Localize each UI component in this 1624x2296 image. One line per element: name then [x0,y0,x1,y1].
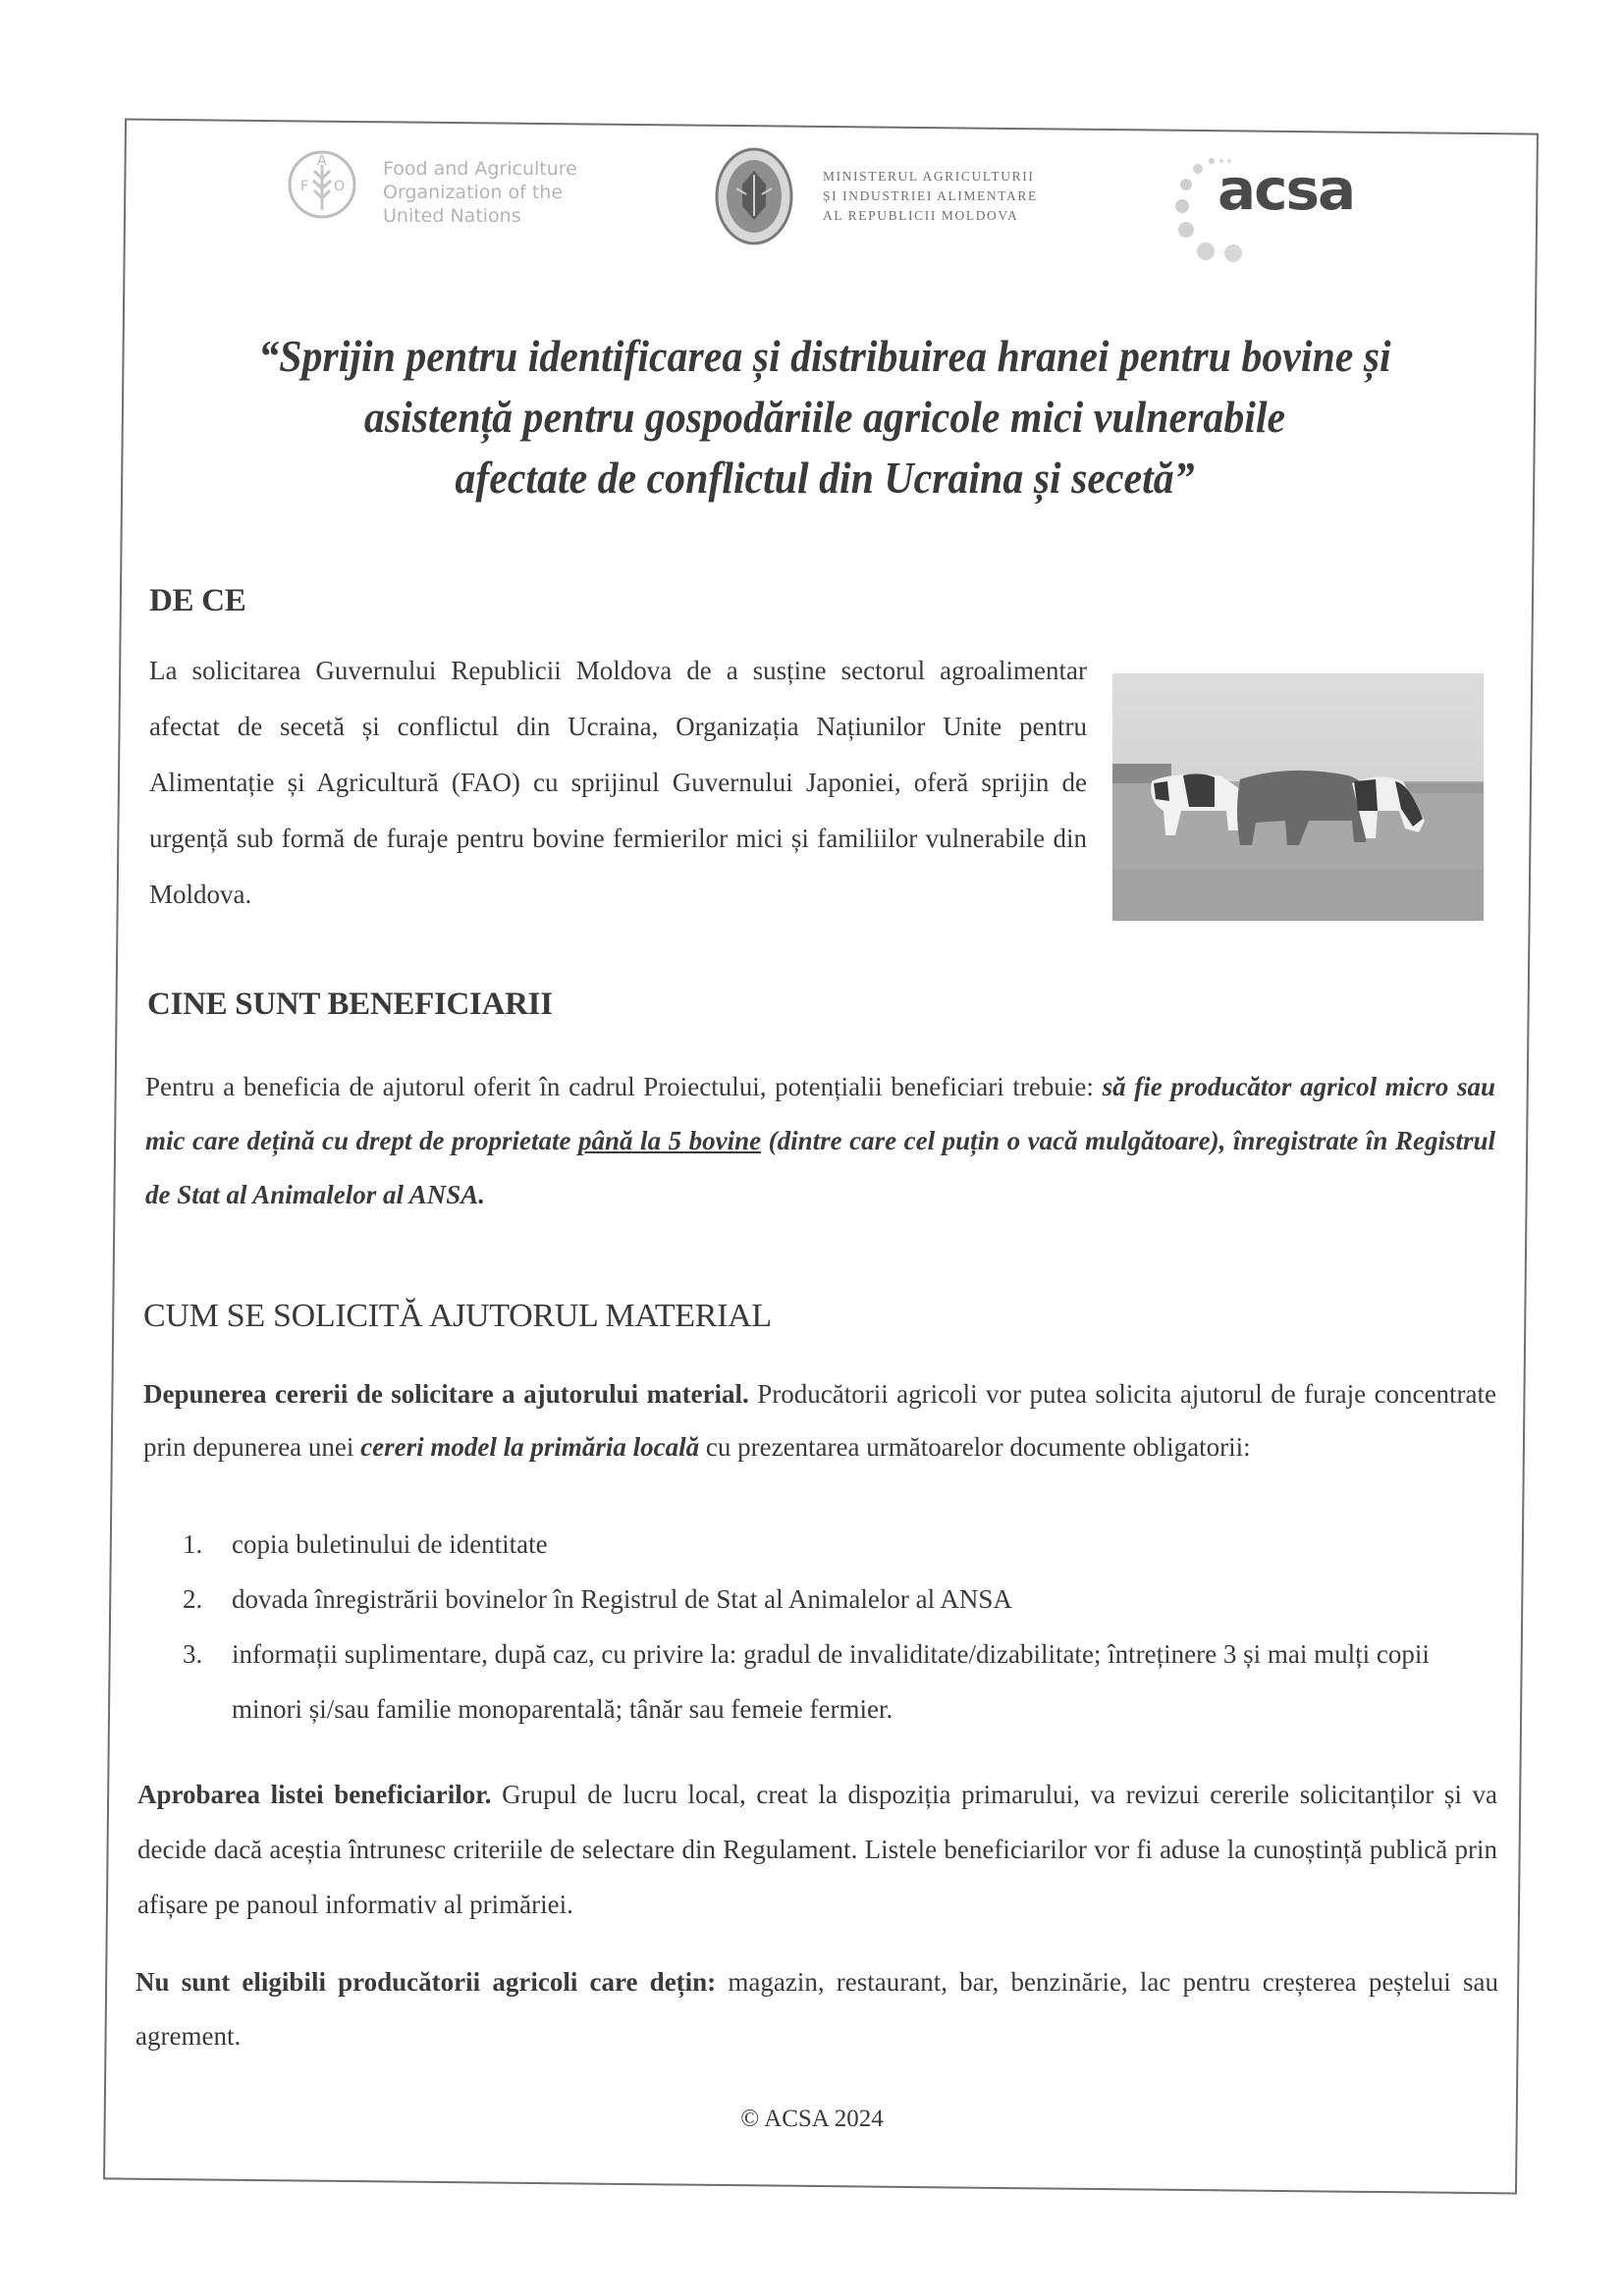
list-item [183,1627,1503,1736]
list-item-text: informații suplimentare, după caz, cu privire la: gradul de invaliditate/dizabilitate; întreținere 3 și mai mulți copii minori și/sau familie monoparentală; tânăr sau femeie fermier. [232,1639,1430,1724]
title-line-2: asistență pentru gospodăriile agricole mici vulnerabile [363,393,1286,442]
svg-text:F: F [300,179,309,194]
moldova-coat-of-arms-seal-icon [713,145,795,247]
acsa-logo-word: acsa [1218,156,1355,223]
ministry-line-2: ȘI INDUSTRIEI ALIMENTARE [823,188,1038,203]
fao-line-1: Food and Agriculture [383,158,577,180]
document-title [194,326,1454,508]
svg-text:A: A [317,153,327,169]
list-item [183,1517,1503,1572]
list-item [183,1572,1503,1627]
approval-lead: Aprobarea listei beneficiarilor. [137,1780,492,1809]
approval-paragraph [137,1767,1497,1932]
beneficiari-criteria-2: (dintre care cel puțin o vacă mulgătoare), înregistrate în Registrul de Stat al Animalelor al ANSA. [145,1126,1495,1209]
fao-line-3: United Nations [383,205,521,227]
fao-wheat-emblem-icon [287,145,357,224]
cum-emphasis: cereri model la primăria locală [360,1432,700,1462]
ineligible-paragraph [135,1955,1498,2063]
ministry-line-3: AL REPUBLICII MOLDOVA [823,208,1019,223]
cum-text-1: Producătorii agricoli vor putea solicita ajutorul de furaje concentrate prin depunerea unei [143,1379,1496,1462]
ministry-logo-text [823,167,1038,226]
footer-copyright: © ACSA 2024 [740,2106,884,2132]
de-ce-paragraph: La solicitarea Guvernului Republicii Moldova de a susține sectorul agroalimentar afectat de secetă și conflictul din Ucraina, Organizația Națiunilor Unite pentru Alimentație și Agricultură (FAO) cu sprijinul Guvernului Japoniei, oferă sprijin de urgență sub formă de furaje pentru bovine fermierilor mici și familiilor vulnerabile din Moldova. [149,656,1087,909]
list-item-number: 3. [183,1639,203,1669]
title-line-1: “Sprijin pentru identificarea și distribuirea hranei pentru bovine și [258,332,1391,381]
ineligible-text: magazin, restaurant, bar, benzinărie, lac pentru creșterea peștelui sau agrement. [135,1967,1498,2051]
title-line-3: afectate de conflictul din Ucraina și secetă” [455,454,1195,503]
list-item-number: 1. [183,1529,203,1559]
beneficiari-paragraph [145,1060,1495,1222]
svg-text:O: O [334,179,346,194]
ministry-line-1: MINISTERUL AGRICULTURII [823,169,1035,184]
approval-text: Grupul de lucru local, creat la dispoziția primarului, va revizui cererile solicitanților și va decide dacă aceștia întrunesc criteriile de selectare din Regulament. Listele beneficiarilor vor fi aduse la cunoștință publică prin afișare pe panoul informativ al primăriei. [137,1780,1497,1919]
beneficiari-criteria-limit: până la 5 bovine [578,1126,762,1155]
list-item-text: copia buletinului de identitate [232,1529,548,1559]
required-documents-list [183,1517,1503,1736]
ineligible-lead: Nu sunt eligibili producătorii agricoli care dețin: [135,1967,717,1997]
section-heading-cum-se-solicita: CUM SE SOLICITĂ AJUTORUL MATERIAL [143,1298,772,1334]
fao-line-2: Organization of the [383,182,564,203]
list-item-number: 2. [183,1584,203,1614]
cum-paragraph [143,1367,1496,1473]
cum-lead: Depunerea cererii de solicitare a ajutorului material. [143,1379,749,1409]
beneficiari-intro: Pentru a beneficia de ajutorul oferit în cadrul Proiectului, potențialii beneficiari trebuie: [145,1072,1094,1101]
fao-logo-text [383,157,577,228]
grazing-cows-photo [1112,673,1484,921]
list-item-text: dovada înregistrării bovinelor în Registrul de Stat al Animalelor al ANSA [232,1584,1012,1614]
section-heading-beneficiari: CINE SUNT BENEFICIARII [147,987,553,1022]
beneficiari-criteria-1: să fie producător agricol micro sau mic care dețină cu drept de proprietate [145,1072,1495,1155]
section-heading-de-ce: DE CE [149,583,246,618]
cum-text-2: cu prezentarea următoarelor documente obligatorii: [705,1432,1251,1462]
